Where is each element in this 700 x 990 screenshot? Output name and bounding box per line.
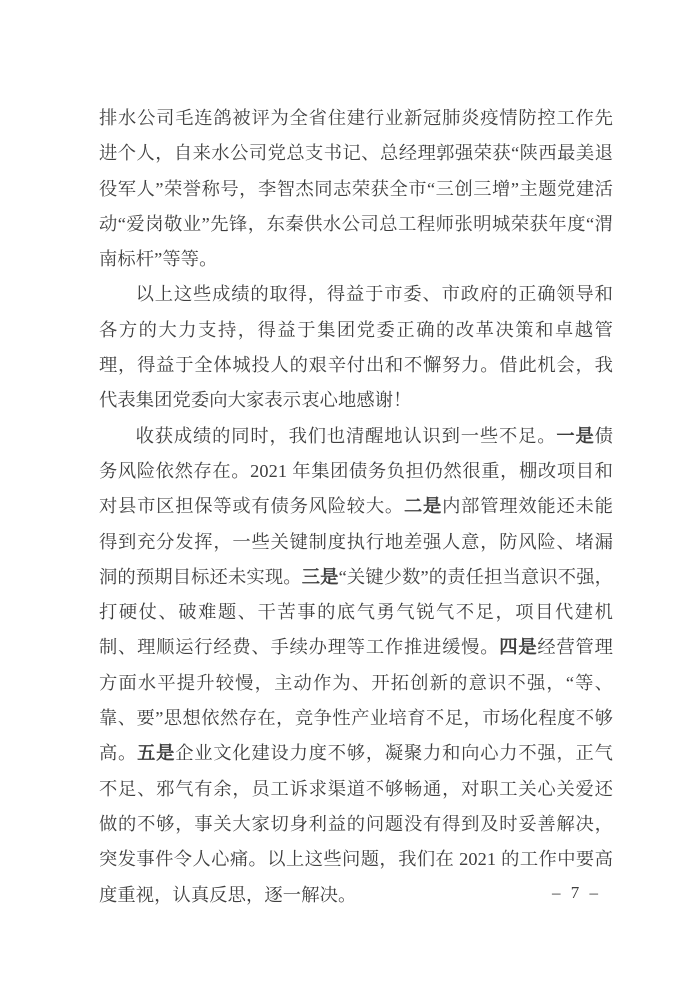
text-run: “关键少数”的责任担当意识不强，打硬仗、破难题、干苦事的底气勇气锐气不足，项目代建机制、理顺运行经费、手续办理等工作推进缓慢。 xyxy=(99,566,614,658)
bold-ordinal-run: 五是 xyxy=(137,743,176,764)
text-run: 以上这些成绩的取得，得益于市委、市政府的正确领导和各方的大力支持，得益于集团党委正确的改革决策和卓越管理，得益于全体城投人的艰辛付出和不懈努力。借此机会，我代表集团党委向大家表示衷心地感谢！ xyxy=(99,284,613,411)
text-run: 企业文化建设力度不够，凝聚力和向心力不强，正气不足、邪气有余，员工诉求渠道不够畅通，对职工关心关爱还做的不够，事关大家切身利益的问题没有得到及时妥善解决，突发事件令人心痛。以上这些问题，我们在 2021 的工作中要高度重视，认真反思，逐一解决。 xyxy=(99,743,613,905)
paragraph xyxy=(99,419,613,913)
text-run: 经营管理方面水平提升较慢，主动作为、开拓创新的意识不强，“等、靠、要”思想依然存在，竞争性产业培育不足，市场化程度不够高。 xyxy=(99,637,613,764)
bold-ordinal-run: 一是 xyxy=(556,425,595,446)
text-run: 内部管理效能还未能得到充分发挥，一些关键制度执行地差强人意，防风险、堵漏洞的预期目标还未实现。 xyxy=(99,496,613,587)
bold-ordinal-run: 三是 xyxy=(301,566,339,587)
text-run: 债务风险依然存在。2021 年集团债务负担仍然很重，棚改项目和对县市区担保等或有债务风险较大。 xyxy=(99,425,614,517)
bold-ordinal-run: 四是 xyxy=(499,637,538,658)
page-number: – 7 – xyxy=(552,883,601,902)
text-run: 排水公司毛连鸽被评为全省住建行业新冠肺炎疫情防控工作先进个人，自来水公司党总支书记、总经理郭强荣获“陕西最美退役军人”荣誉称号，李智杰同志荣获全市“三创三增”主题党建活动“爱岗敬业”先锋，东秦供水公司总工程师张明城荣获年度“渭南标杆”等等。 xyxy=(99,108,613,270)
document-body xyxy=(99,101,613,913)
bold-ordinal-run: 二是 xyxy=(403,496,443,517)
text-run: 收获成绩的同时，我们也清醒地认识到一些不足。 xyxy=(135,425,557,446)
paragraph xyxy=(99,101,613,277)
paragraph xyxy=(99,277,613,418)
